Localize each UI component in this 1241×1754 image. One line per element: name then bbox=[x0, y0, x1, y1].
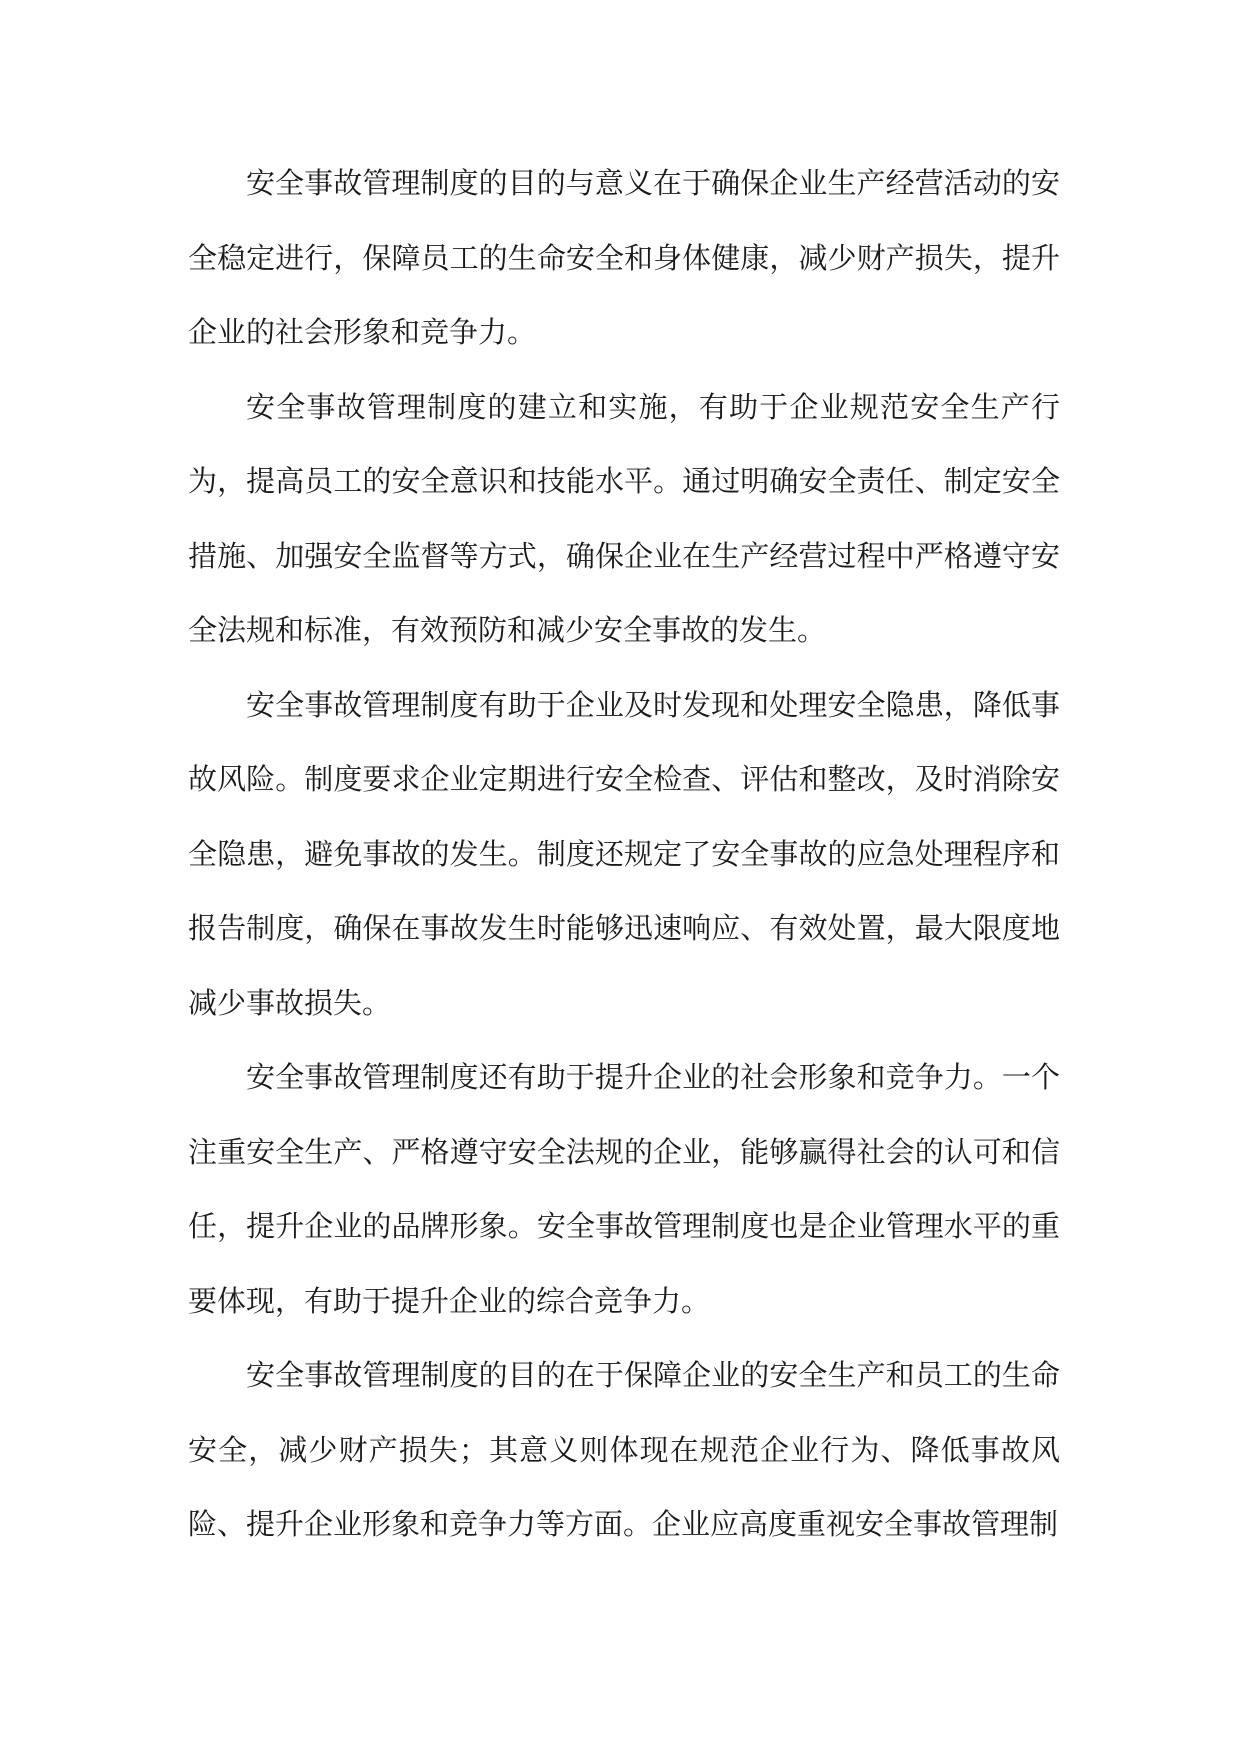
paragraph-hazard-control: 安全事故管理制度有助于企业及时发现和处理安全隐患，降低事故风险。制度要求企业定期进行安全检查、评估和整改，及时消除安全隐患，避免事故的发生。制度还规定了安全事故的应急处理程序和报告制度，确保在事故发生时能够迅速响应、有效处置，最大限度地减少事故损失。 bbox=[188, 687, 1060, 1020]
document-body bbox=[188, 146, 1060, 1562]
paragraph-summary: 安全事故管理制度的目的在于保障企业的安全生产和员工的生命安全，减少财产损失；其意义则体现在规范企业行为、降低事故风险、提升企业形象和竞争力等方面。企业应高度重视安全事故管理制 bbox=[188, 1358, 1060, 1541]
paragraph-establishment: 安全事故管理制度的建立和实施，有助于企业规范安全生产行为，提高员工的安全意识和技能水平。通过明确安全责任、制定安全措施、加强安全监督等方式，确保企业在生产经营过程中严格遵守安全法规和标准，有效预防和减少安全事故的发生。 bbox=[188, 389, 1060, 647]
paragraph-purpose: 安全事故管理制度的目的与意义在于确保企业生产经营活动的安全稳定进行，保障员工的生命安全和身体健康，减少财产损失，提升企业的社会形象和竞争力。 bbox=[188, 166, 1060, 349]
paragraph-social-image: 安全事故管理制度还有助于提升企业的社会形象和竞争力。一个注重安全生产、严格遵守安全法规的企业，能够赢得社会的认可和信任，提升企业的品牌形象。安全事故管理制度也是企业管理水平的重要体现，有助于提升企业的综合竞争力。 bbox=[188, 1060, 1060, 1318]
